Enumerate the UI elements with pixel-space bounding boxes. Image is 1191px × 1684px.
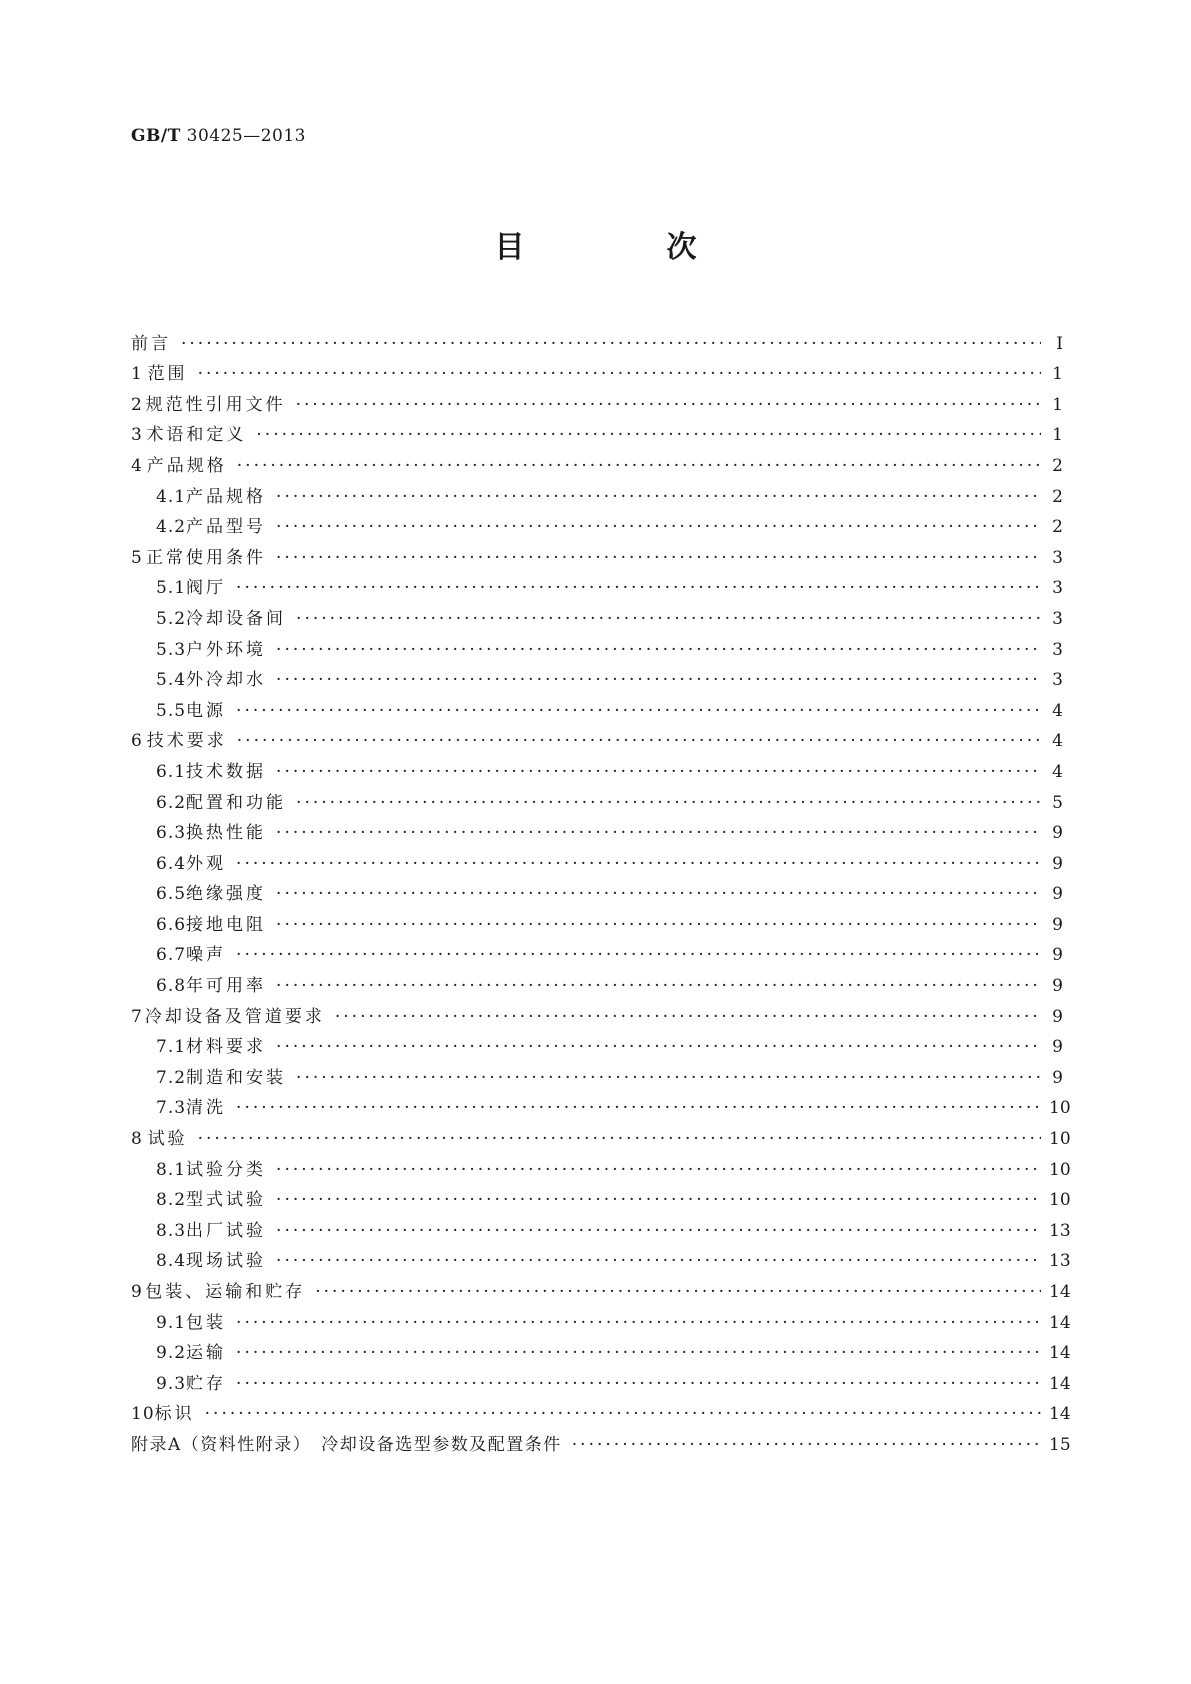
toc-entry[interactable] <box>131 416 1063 447</box>
toc-entry-label: 噪声 <box>186 945 227 966</box>
toc-dot-leader <box>236 1312 1041 1334</box>
toc-entry[interactable] <box>131 477 1063 508</box>
toc-entry[interactable] <box>131 324 1063 355</box>
toc-entry-number: 9.3 <box>156 1373 187 1394</box>
toc-entry-number: 6.5 <box>156 884 187 905</box>
toc-entry-label: 年可用率 <box>186 976 267 997</box>
toc-entry[interactable] <box>131 385 1063 416</box>
toc-entry[interactable] <box>131 1058 1063 1089</box>
toc-entry-number: 6.1 <box>156 761 187 782</box>
toc-entry-label: 正常使用条件 <box>146 547 267 568</box>
toc-entry[interactable] <box>131 1395 1071 1426</box>
toc-entry[interactable] <box>131 905 1063 936</box>
toc-entry-page-number: Ⅰ <box>1056 333 1063 354</box>
toc-entry-label: 前言 <box>131 333 171 354</box>
toc-entry[interactable] <box>131 1303 1071 1334</box>
toc-dot-leader <box>296 608 1041 630</box>
toc-entry-number: 5.5 <box>156 700 187 721</box>
toc-entry-page-number: 9 <box>1052 976 1063 997</box>
toc-entry[interactable] <box>131 508 1063 539</box>
toc-entry-number: 2 <box>131 394 143 415</box>
toc-entry-label: 试验分类 <box>186 1159 267 1180</box>
toc-entry-number: 6.7 <box>156 945 187 966</box>
toc-entry-label: 材料要求 <box>186 1037 267 1058</box>
toc-entry-label: 运输 <box>186 1343 227 1364</box>
toc-entry-label: 标识 <box>154 1404 195 1425</box>
toc-entry[interactable] <box>131 538 1063 569</box>
toc-entry-page-number: 13 <box>1049 1251 1071 1272</box>
toc-entry-number: 4.2 <box>156 517 187 538</box>
toc-entry-label: 电源 <box>186 700 227 721</box>
toc-entry[interactable] <box>131 997 1063 1028</box>
toc-entry-label: 包装、运输和贮存 <box>145 1282 306 1302</box>
toc-entry-page-number: 3 <box>1052 639 1063 660</box>
toc-entry-label: 贮存 <box>186 1373 227 1394</box>
toc-entry-label: 附录A（资料性附录） 冷却设备选型参数及配置条件 <box>131 1434 562 1455</box>
toc-entry-number: 7 <box>131 1006 143 1027</box>
toc-entry-number: 7.1 <box>156 1037 187 1058</box>
toc-entry-page-number: 10 <box>1049 1129 1071 1150</box>
toc-entry-number: 6.4 <box>156 853 187 874</box>
toc-dot-leader <box>236 1097 1041 1119</box>
toc-entry-appendix[interactable] <box>131 1425 1071 1456</box>
toc-dot-leader <box>236 700 1041 722</box>
toc-entry-number: 8.2 <box>156 1190 187 1211</box>
toc-dot-leader <box>205 1403 1041 1425</box>
toc-entry[interactable] <box>131 1119 1071 1150</box>
toc-entry-number: 7.2 <box>156 1067 187 1088</box>
toc-entry-label: 规范性引用文件 <box>145 394 286 415</box>
toc-entry-page-number: 9 <box>1052 1037 1063 1058</box>
toc-entry[interactable] <box>131 446 1063 477</box>
toc-dot-leader <box>237 730 1041 752</box>
toc-entry[interactable] <box>131 1334 1071 1365</box>
toc-dot-leader <box>198 1128 1041 1150</box>
toc-dot-leader <box>276 914 1041 936</box>
toc-entry-label: 技术数据 <box>186 761 267 782</box>
toc-dot-leader <box>276 1220 1041 1242</box>
toc-entry-number: 5.2 <box>156 608 187 629</box>
toc-dot-leader <box>276 822 1041 844</box>
toc-entry-label: 外观 <box>186 853 227 874</box>
toc-entry[interactable] <box>131 355 1063 386</box>
toc-entry-page-number: 2 <box>1052 517 1063 538</box>
toc-entry-label: 术语和定义 <box>146 425 247 446</box>
toc-dot-leader <box>276 761 1041 783</box>
toc-entry-page-number: 1 <box>1052 425 1063 446</box>
toc-dot-leader <box>256 424 1041 446</box>
toc-dot-leader <box>296 792 1041 814</box>
toc-entry-label: 配置和功能 <box>186 792 287 813</box>
toc-dot-leader <box>236 853 1041 875</box>
toc-entry-page-number: 10 <box>1049 1190 1071 1211</box>
toc-entry-page-number: 13 <box>1049 1220 1071 1241</box>
toc-entry[interactable] <box>131 752 1063 783</box>
toc-entry-number: 9 <box>131 1282 143 1302</box>
toc-dot-leader <box>236 577 1041 599</box>
toc-dot-leader <box>276 883 1041 905</box>
toc-entry-label: 出厂试验 <box>186 1220 267 1241</box>
toc-entry-number: 1 <box>131 364 143 385</box>
toc-entry-label: 冷却设备及管道要求 <box>144 1006 325 1027</box>
toc-entry-page-number: 14 <box>1049 1343 1071 1364</box>
toc-entry-number: 4.1 <box>156 486 187 507</box>
toc-entry-label: 型式试验 <box>186 1190 267 1211</box>
toc-entry-page-number: 4 <box>1052 700 1063 721</box>
toc-entry[interactable] <box>131 814 1063 845</box>
toc-entry-page-number: 14 <box>1049 1282 1071 1302</box>
toc-entry-page-number: 3 <box>1052 670 1063 691</box>
toc-entry-label: 外冷却水 <box>186 670 267 691</box>
toc-entry-page-number: 9 <box>1052 823 1063 844</box>
standard-number: 30425—2013 <box>186 126 306 146</box>
document-code <box>131 126 306 146</box>
toc-entry[interactable] <box>131 1181 1071 1212</box>
toc-entry-number: 8.3 <box>156 1220 187 1241</box>
toc-entry-number: 8.1 <box>156 1159 187 1180</box>
toc-entry-page-number: 2 <box>1052 455 1063 476</box>
toc-entry[interactable] <box>131 844 1063 875</box>
toc-entry-page-number: 10 <box>1049 1098 1071 1119</box>
toc-entry-label: 清洗 <box>186 1098 227 1119</box>
toc-entry-number: 9.1 <box>156 1312 187 1333</box>
toc-dot-leader <box>276 1189 1041 1211</box>
toc-entry-page-number: 9 <box>1052 1067 1063 1088</box>
toc-entry-label: 产品规格 <box>186 486 267 507</box>
toc-entry[interactable] <box>131 1364 1071 1395</box>
toc-entry[interactable] <box>131 1242 1071 1273</box>
toc-entry-label: 冷却设备间 <box>186 608 287 629</box>
toc-entry[interactable] <box>131 1089 1071 1120</box>
toc-dot-leader <box>276 639 1041 661</box>
toc-dot-leader <box>237 455 1041 477</box>
toc-entry-page-number: 9 <box>1052 884 1063 905</box>
toc-entry-number: 6.6 <box>156 914 187 935</box>
toc-dot-leader <box>181 333 1041 355</box>
toc-entry-page-number: 1 <box>1052 364 1063 385</box>
toc-dot-leader <box>276 486 1041 508</box>
toc-entry-label: 阀厅 <box>186 578 227 599</box>
toc-entry-page-number: 14 <box>1049 1404 1071 1425</box>
toc-entry-label: 范围 <box>147 364 188 385</box>
toc-entry[interactable] <box>131 661 1063 692</box>
toc-entry-page-number: 14 <box>1049 1312 1071 1333</box>
toc-entry[interactable] <box>131 569 1063 600</box>
toc-entry-page-number: 3 <box>1052 578 1063 599</box>
toc-entry-page-number: 3 <box>1052 547 1063 568</box>
toc-dot-leader <box>236 1342 1041 1364</box>
toc-entry-number: 8.4 <box>156 1251 187 1272</box>
toc-entry-label: 技术要求 <box>146 731 227 752</box>
toc-entry[interactable] <box>131 691 1063 722</box>
toc-entry-label: 换热性能 <box>186 823 267 844</box>
toc-entry[interactable] <box>131 1272 1071 1303</box>
toc-entry[interactable] <box>131 783 1063 814</box>
toc-entry[interactable] <box>131 630 1063 661</box>
toc-entry-number: 8 <box>131 1129 143 1150</box>
toc-entry-number: 6.3 <box>156 823 187 844</box>
toc-entry-page-number: 9 <box>1052 1006 1063 1027</box>
toc-entry-label: 接地电阻 <box>186 914 267 935</box>
toc-entry-page-number: 10 <box>1049 1159 1071 1180</box>
toc-entry-label: 产品规格 <box>146 455 227 476</box>
toc-entry-label: 试验 <box>147 1129 188 1150</box>
toc-entry[interactable] <box>131 599 1063 630</box>
toc-entry-label: 产品型号 <box>186 517 267 538</box>
toc-entry-page-number: 1 <box>1052 394 1063 415</box>
toc-entry-page-number: 14 <box>1049 1373 1071 1394</box>
toc-entry-page-number: 9 <box>1052 853 1063 874</box>
toc-dot-leader <box>572 1434 1041 1456</box>
toc-entry-label: 户外环境 <box>186 639 267 660</box>
toc-entry-page-number: 3 <box>1052 608 1063 629</box>
toc-entry-page-number: 4 <box>1052 731 1063 752</box>
table-of-contents <box>131 324 1071 1456</box>
toc-entry-number: 10 <box>131 1404 155 1425</box>
toc-dot-leader <box>236 1373 1041 1395</box>
toc-dot-leader <box>276 1250 1041 1272</box>
toc-dot-leader <box>276 1159 1041 1181</box>
toc-entry-number: 4 <box>131 455 143 476</box>
toc-entry-page-number: 9 <box>1052 914 1063 935</box>
toc-entry-page-number: 2 <box>1052 486 1063 507</box>
toc-entry-page-number: 5 <box>1052 792 1063 813</box>
toc-entry-number: 6.2 <box>156 792 187 813</box>
toc-dot-leader <box>236 944 1041 966</box>
toc-dot-leader <box>276 516 1041 538</box>
toc-entry-number: 9.2 <box>156 1343 187 1364</box>
toc-dot-leader <box>296 1067 1041 1089</box>
toc-entry-number: 5 <box>131 547 143 568</box>
toc-entry-label: 包装 <box>186 1312 227 1333</box>
page-title: 目 次 <box>494 230 753 265</box>
toc-entry-number: 5.3 <box>156 639 187 660</box>
toc-dot-leader <box>276 1036 1041 1058</box>
toc-dot-leader <box>296 394 1041 416</box>
toc-entry[interactable] <box>131 875 1063 906</box>
toc-dot-leader <box>335 1006 1041 1028</box>
toc-entry[interactable] <box>131 966 1063 997</box>
toc-entry-label: 制造和安装 <box>186 1067 287 1088</box>
standard-prefix: GB/T <box>131 126 181 146</box>
toc-entry[interactable] <box>131 722 1063 753</box>
toc-entry-number: 6.8 <box>156 976 187 997</box>
toc-entry[interactable] <box>131 1028 1063 1059</box>
toc-entry-page-number: 4 <box>1052 761 1063 782</box>
toc-entry-label: 现场试验 <box>186 1251 267 1272</box>
toc-entry-number: 3 <box>131 425 143 446</box>
toc-dot-leader <box>276 547 1041 569</box>
toc-dot-leader <box>276 975 1041 997</box>
toc-dot-leader <box>315 1281 1041 1303</box>
toc-entry[interactable] <box>131 1211 1071 1242</box>
toc-entry-page-number: 9 <box>1052 945 1063 966</box>
toc-entry-page-number: 15 <box>1049 1434 1071 1455</box>
toc-dot-leader <box>276 669 1041 691</box>
toc-entry-number: 7.3 <box>156 1098 187 1119</box>
toc-entry-number: 5.4 <box>156 670 187 691</box>
toc-entry-number: 6 <box>131 731 143 752</box>
toc-dot-leader <box>198 363 1041 385</box>
toc-entry[interactable] <box>131 936 1063 967</box>
toc-entry-number: 5.1 <box>156 578 187 599</box>
toc-entry-label: 绝缘强度 <box>186 884 267 905</box>
toc-entry[interactable] <box>131 1150 1071 1181</box>
